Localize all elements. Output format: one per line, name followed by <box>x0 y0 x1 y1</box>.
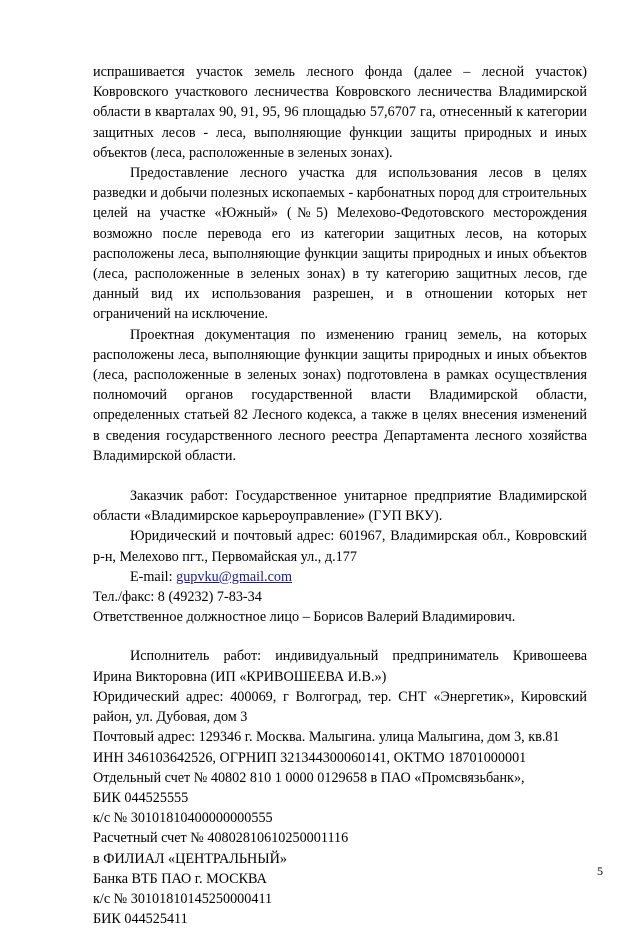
spacer <box>93 627 587 646</box>
customer-phone: Тел./факс: 8 (49232) 7-83-34 <box>93 589 262 606</box>
email-link[interactable]: gupvku@gmail.com <box>176 568 293 585</box>
contractor-bik-2: БИК 044525411 <box>93 911 188 928</box>
contractor-ks-2: к/с № 30101810145250000411 <box>93 890 273 907</box>
customer-address: Юридический и почтовый адрес: 601967, Владимирская обл., Ковровский р-н, Мелехово пгт., Первомайская ул., д.177 <box>93 528 587 565</box>
email-label: E-mail: <box>130 568 177 585</box>
contractor-separate-account: Отдельный счет № 40802 810 1 0000 0129658 в ПАО «Промсвязьбанк», <box>93 769 525 786</box>
contractor-legal-address: Юридический адрес: 400069, г Волгоград, тер. СНТ «Энергетик», Кировский район, ул. Дубовая, дом 3 <box>93 688 587 726</box>
page-number: 5 <box>597 864 603 878</box>
paragraph-project-documentation: Проектная документация по изменению границ земель, на которых расположены леса, выполняющие функции защиты природных и иных объектов (леса, расположенные в зеленых зонах) подготовлена в рамках осуществления полномочий органов государственной власти Владимирской области, определенных статьей 82 Лесного кодекса, а также в целях внесения изменений в сведения государственного лесного реестра Департамента лесного хозяйства Владимирской области. <box>93 326 587 464</box>
contractor-line: Исполнитель работ: индивидуальный предприниматель Кривошеева Ирина Викторовна (ИП «КРИВОШЕЕВА И.В.») <box>93 648 587 685</box>
contractor-postal-address: Почтовый адрес: 129346 г. Москва. Малыгина. улица Малыгина, дом 3, кв.81 <box>93 729 560 746</box>
contractor-bank: Банка ВТБ ПАО г. МОСКВА <box>93 870 267 887</box>
customer-responsible: Ответственное должностное лицо – Борисов Валерий Владимирович. <box>93 609 516 626</box>
contractor-ks-1: к/с № 30101810400000000555 <box>93 810 273 827</box>
customer-line: Заказчик работ: Государственное унитарное предприятие Владимирской области «Владимирское карьероуправление» (ГУП ВКУ). <box>93 488 587 525</box>
page-content <box>93 62 587 929</box>
contractor-branch: в ФИЛИАЛ «ЦЕНТРАЛЬНЫЙ» <box>93 850 287 867</box>
spacer <box>93 466 587 486</box>
customer-email-line <box>93 567 587 587</box>
contractor-bik-1: БИК 044525555 <box>93 789 189 806</box>
paragraph-plot-provision: Предоставление лесного участка для использования лесов в целях разведки и добычи полезных ископаемых - карбонатных пород для строительных целей на участке «Южный» (№5) Мелехово-Федотовского месторождения возможно после перевода его из категории защитных лесов, на которых расположены леса, выполняющие функции защиты природных и иных объектов (леса, расположенные в зеленых зонах) в ту категорию защитных лесов, где данный вид их использования разрешен, и в отношении которых нет ограничений на исключение. <box>93 165 587 323</box>
contractor-settlement-account: Расчетный счет № 40802810610250001116 <box>93 830 349 847</box>
contractor-ids: ИНН 346103642526, ОГРНИП 321344300060141, ОКТМО 18701000001 <box>93 749 527 766</box>
paragraph-land-plot: испрашивается участок земель лесного фонда (далее – лесной участок) Ковровского участкового лесничества Ковровского лесничества Владимирской области в кварталах 90, 91, 95, 96 площадью 57,6707 га, отнесенный к категории защитных лесов - леса, выполняющие функции защиты природных и иных объектов (леса, расположенные в зеленых зонах). <box>93 64 587 161</box>
